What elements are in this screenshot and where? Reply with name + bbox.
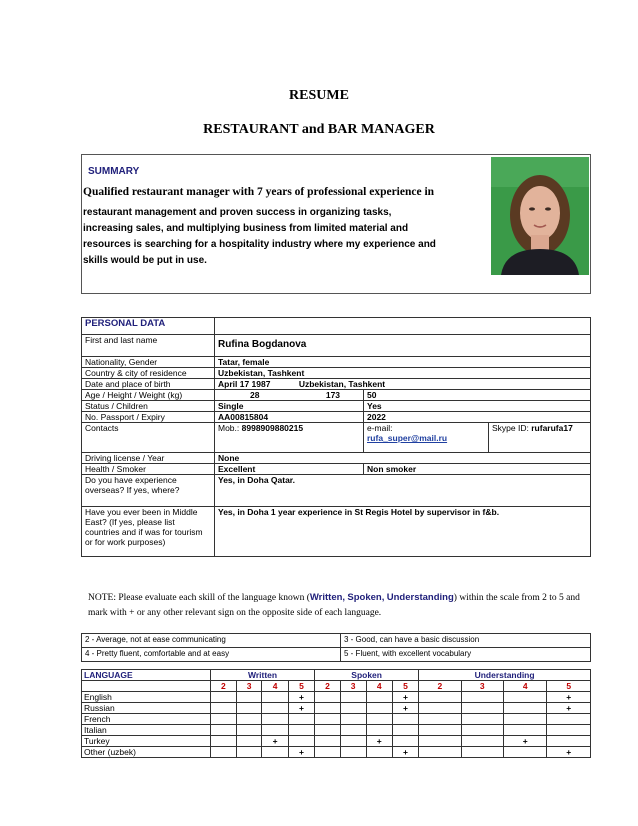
- skill-mark: [211, 703, 237, 714]
- skill-mark: [461, 747, 503, 758]
- skill-mark: [340, 692, 366, 703]
- levels-row: [82, 681, 591, 692]
- skill-mark: [503, 703, 546, 714]
- skill-mark: +: [392, 747, 418, 758]
- name-label: First and last name: [82, 335, 215, 357]
- language-name: Italian: [82, 725, 211, 736]
- skill-mark: +: [547, 747, 591, 758]
- portrait-icon: [491, 157, 589, 275]
- mobile-label: Mob.:: [218, 423, 240, 433]
- skill-mark: [211, 692, 237, 703]
- level-3: 3: [461, 681, 503, 692]
- skill-mark: +: [288, 747, 314, 758]
- language-heading: LANGUAGE: [82, 670, 211, 681]
- skype-cell: [489, 423, 591, 453]
- skill-mark: [236, 703, 262, 714]
- skill-mark: [503, 692, 546, 703]
- level-2: 2: [315, 681, 341, 692]
- skill-mark: [547, 714, 591, 725]
- skill-mark: [547, 725, 591, 736]
- skill-mark: [211, 747, 237, 758]
- skype-label: Skype ID:: [492, 423, 529, 433]
- skill-mark: [503, 714, 546, 725]
- skill-mark: [419, 714, 461, 725]
- scale-level-5: 5 - Fluent, with excellent vocabulary: [341, 648, 591, 662]
- level-2: 2: [211, 681, 237, 692]
- skill-mark: [211, 725, 237, 736]
- scale-level-2: 2 - Average, not at ease communicating: [82, 634, 341, 648]
- children-value: Yes: [364, 401, 591, 412]
- skill-mark: [419, 725, 461, 736]
- skill-mark: [392, 736, 418, 747]
- middle-east-value: Yes, in Doha 1 year experience in St Regis Hotel by supervisor in f&b.: [215, 507, 591, 557]
- profile-photo: [491, 157, 589, 275]
- skill-mark: [392, 725, 418, 736]
- skill-mark: +: [547, 703, 591, 714]
- language-name: Russian: [82, 703, 211, 714]
- expiry-value: 2022: [364, 412, 591, 423]
- skill-mark: +: [288, 703, 314, 714]
- summary-line: Qualified restaurant manager with 7 years of professional experience in: [83, 186, 435, 198]
- skill-mark: +: [547, 692, 591, 703]
- language-row: [82, 725, 591, 736]
- language-row: [82, 703, 591, 714]
- passport-value: AA00815804: [215, 412, 364, 423]
- skill-mark: [461, 736, 503, 747]
- skill-mark: [419, 692, 461, 703]
- language-name: French: [82, 714, 211, 725]
- skill-mark: [340, 714, 366, 725]
- summary-heading: SUMMARY: [88, 166, 140, 177]
- birth-label: Date and place of birth: [82, 379, 215, 390]
- skill-mark: +: [366, 736, 392, 747]
- note-suffix: ) within the scale from 2 to 5 and mark with + or any other relevant sign on the opposite side of each language.: [88, 593, 580, 618]
- skill-mark: [315, 736, 341, 747]
- smoker-value: Non smoker: [364, 464, 591, 475]
- skill-mark: [340, 747, 366, 758]
- skill-mark: [340, 703, 366, 714]
- summary-line: increasing sales, and multiplying business from limited material and: [83, 223, 409, 234]
- mobile-cell: [215, 423, 364, 453]
- skill-mark: [236, 714, 262, 725]
- age-value: 28: [250, 390, 260, 400]
- email-cell: [364, 423, 489, 453]
- skill-mark: [288, 725, 314, 736]
- email-label: e-mail:: [367, 423, 393, 433]
- level-5: 5: [392, 681, 418, 692]
- document-subtitle: RESTAURANT and BAR MANAGER: [203, 122, 435, 137]
- birth-value: [215, 379, 591, 390]
- skill-mark: [262, 703, 288, 714]
- language-note: [88, 590, 588, 621]
- weight-value: 50: [364, 390, 591, 401]
- personal-data-table: [81, 317, 591, 557]
- height-value: 173: [325, 390, 341, 400]
- skill-mark: [211, 736, 237, 747]
- skill-mark: [340, 736, 366, 747]
- skill-mark: [262, 692, 288, 703]
- skill-mark: [461, 725, 503, 736]
- document-title: RESUME: [289, 88, 349, 103]
- language-row: [82, 714, 591, 725]
- level-5: 5: [547, 681, 591, 692]
- skill-mark: +: [288, 692, 314, 703]
- skill-mark: [392, 714, 418, 725]
- skill-mark: [366, 703, 392, 714]
- overseas-value: Yes, in Doha Qatar.: [215, 475, 591, 507]
- health-value: Excellent: [215, 464, 364, 475]
- summary-line: restaurant management and proven success in organizing tasks,: [83, 207, 392, 218]
- skill-mark: +: [392, 692, 418, 703]
- name-value: Rufina Bogdanova: [215, 335, 591, 357]
- note-spoken: Spoken,: [347, 592, 385, 603]
- mobile-value: 8998909880215: [241, 423, 304, 433]
- scale-legend-table: [81, 633, 591, 662]
- status-value: Single: [215, 401, 364, 412]
- summary-line: resources is searching for a hospitality industry where my experience and: [83, 239, 436, 250]
- birth-place: Uzbekistan, Tashkent: [298, 379, 386, 389]
- status-label: Status / Children: [82, 401, 215, 412]
- personal-data-heading: PERSONAL DATA: [82, 318, 215, 335]
- skill-mark: [262, 725, 288, 736]
- note-understanding: Understanding: [386, 592, 454, 603]
- skype-value: rufarufa17: [531, 423, 573, 433]
- level-2: 2: [419, 681, 461, 692]
- skill-mark: [461, 692, 503, 703]
- middle-east-label: Have you ever been in Middle East? (If yes, please list countries and if was for tourism or for work purposes): [82, 507, 215, 557]
- spoken-heading: Spoken: [315, 670, 419, 681]
- skill-mark: [315, 714, 341, 725]
- summary-line: skills would be put in use.: [83, 255, 207, 266]
- language-row: [82, 747, 591, 758]
- skill-mark: [419, 747, 461, 758]
- passport-label: No. Passport / Expiry: [82, 412, 215, 423]
- skill-mark: [236, 692, 262, 703]
- residence-label: Country & city of residence: [82, 368, 215, 379]
- note-written: Written,: [309, 592, 346, 603]
- skill-mark: [262, 747, 288, 758]
- birth-date: April 17 1987: [218, 379, 271, 389]
- email-link[interactable]: rufa_super@mail.ru: [367, 433, 448, 443]
- skill-mark: [419, 736, 461, 747]
- skill-mark: +: [262, 736, 288, 747]
- language-table: [81, 669, 591, 758]
- level-4: 4: [262, 681, 288, 692]
- driving-label: Driving license / Year: [82, 453, 215, 464]
- skill-mark: [340, 725, 366, 736]
- understanding-heading: Understanding: [419, 670, 591, 681]
- residence-value: Uzbekistan, Tashkent: [215, 368, 591, 379]
- nationality-label: Nationality, Gender: [82, 357, 215, 368]
- skill-mark: [315, 692, 341, 703]
- overseas-label: Do you have experience overseas? If yes, where?: [82, 475, 215, 507]
- skill-mark: [366, 714, 392, 725]
- skill-mark: [315, 725, 341, 736]
- skill-mark: [461, 703, 503, 714]
- skill-mark: [503, 725, 546, 736]
- skill-mark: [366, 692, 392, 703]
- skill-mark: +: [503, 736, 546, 747]
- skill-mark: [419, 703, 461, 714]
- language-name: Other (uzbek): [82, 747, 211, 758]
- level-4: 4: [366, 681, 392, 692]
- skill-mark: [315, 747, 341, 758]
- health-label: Health / Smoker: [82, 464, 215, 475]
- level-3: 3: [236, 681, 262, 692]
- level-3: 3: [340, 681, 366, 692]
- age-height-value: [215, 390, 364, 401]
- skill-mark: [461, 714, 503, 725]
- level-4: 4: [503, 681, 546, 692]
- skill-mark: [288, 736, 314, 747]
- age-label: Age / Height / Weight (kg): [82, 390, 215, 401]
- skill-mark: +: [392, 703, 418, 714]
- language-row: [82, 736, 591, 747]
- skill-mark: [547, 736, 591, 747]
- scale-level-4: 4 - Pretty fluent, comfortable and at easy: [82, 648, 341, 662]
- contacts-label: Contacts: [82, 423, 215, 453]
- skill-mark: [366, 725, 392, 736]
- skill-mark: [262, 714, 288, 725]
- language-name: English: [82, 692, 211, 703]
- language-row: [82, 692, 591, 703]
- skill-mark: [503, 747, 546, 758]
- skill-mark: [236, 747, 262, 758]
- level-5: 5: [288, 681, 314, 692]
- language-name: Turkey: [82, 736, 211, 747]
- skill-mark: [236, 736, 262, 747]
- skill-mark: [236, 725, 262, 736]
- scale-level-3: 3 - Good, can have a basic discussion: [341, 634, 591, 648]
- skill-mark: [211, 714, 237, 725]
- skill-mark: [366, 747, 392, 758]
- skill-mark: [288, 714, 314, 725]
- written-heading: Written: [211, 670, 315, 681]
- driving-value: None: [215, 453, 591, 464]
- nationality-value: Tatar, female: [215, 357, 591, 368]
- note-prefix: NOTE: Please evaluate each skill of the language known (: [88, 593, 310, 603]
- skill-mark: [315, 703, 341, 714]
